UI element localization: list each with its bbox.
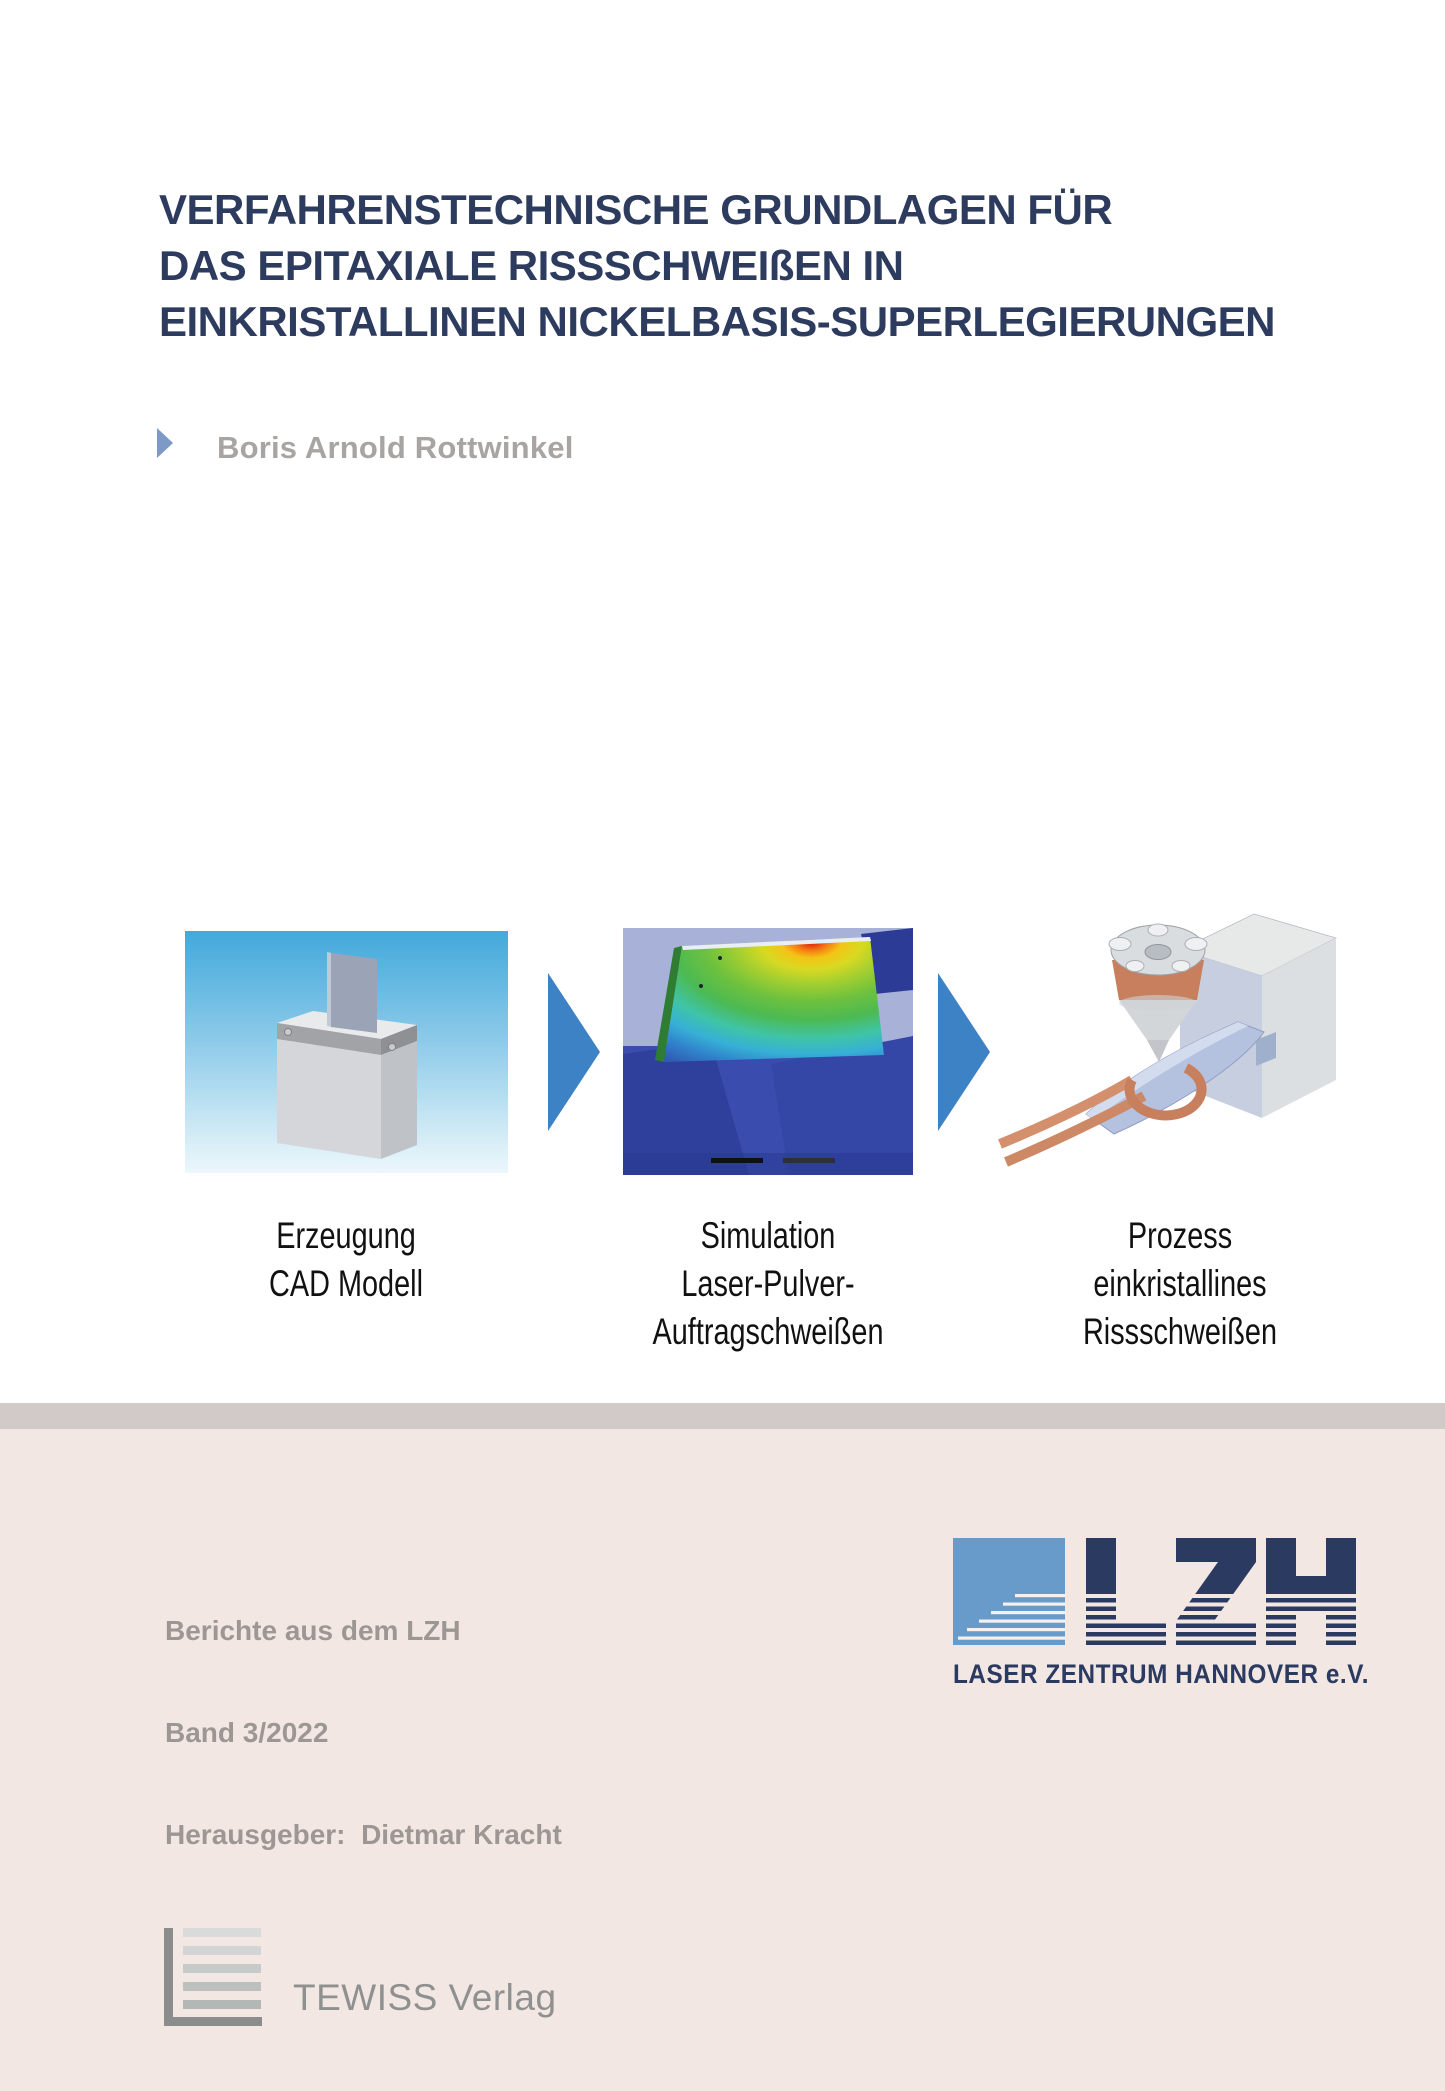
cad-model-image — [185, 931, 508, 1173]
cad-model-graphic — [185, 931, 508, 1173]
title-line-2: DAS EPITAXIALE RISSSCHWEIßEN IN — [159, 242, 904, 289]
caption-line: Simulation — [700, 1215, 836, 1256]
author-bullet-arrow-icon — [157, 428, 173, 458]
band-top-strip — [0, 1403, 1445, 1429]
caption-step-1 — [190, 1212, 502, 1308]
series-volume: Band 3/2022 — [165, 1717, 329, 1748]
author-name: Boris Arnold Rottwinkel — [217, 430, 574, 465]
flow-arrow-icon — [938, 973, 990, 1131]
series-editor: Herausgeber: Dietmar Kracht — [165, 1819, 562, 1850]
caption-line: Rissschweißen — [1082, 1311, 1278, 1352]
simulation-image — [623, 928, 913, 1175]
series-info — [165, 1546, 562, 1920]
title-line-3: EINKRISTALLINEN NICKELBASIS-SUPERLEGIERUNGEN — [159, 298, 1275, 345]
caption-line: Erzeugung — [276, 1215, 416, 1256]
lzh-logo-icon — [953, 1538, 1356, 1645]
flow-arrow-icon — [548, 973, 600, 1131]
caption-line: Auftragschweißen — [652, 1311, 884, 1352]
caption-line: Prozess — [1127, 1215, 1233, 1256]
simulation-graphic — [623, 928, 913, 1175]
lzh-logo — [953, 1538, 1356, 1650]
caption-line: CAD Modell — [269, 1263, 423, 1304]
title-line-1: VERFAHRENSTECHNISCHE GRUNDLAGEN FÜR — [159, 186, 1113, 233]
caption-step-2 — [612, 1212, 924, 1356]
caption-step-3 — [1024, 1212, 1336, 1356]
process-image — [998, 900, 1343, 1185]
series-title: Berichte aus dem LZH — [165, 1615, 461, 1646]
tewiss-book-icon-graphic — [164, 1928, 262, 2026]
caption-line: Laser-Pulver- — [681, 1263, 855, 1304]
page-title — [159, 182, 1275, 350]
publisher-name: TEWISS Verlag — [293, 1977, 557, 2018]
tewiss-book-icon — [164, 1928, 262, 2031]
process-graphic — [998, 900, 1343, 1185]
lzh-tagline: LASER ZENTRUM HANNOVER e.V. — [953, 1659, 1370, 1689]
caption-line: einkristallines — [1093, 1263, 1267, 1304]
